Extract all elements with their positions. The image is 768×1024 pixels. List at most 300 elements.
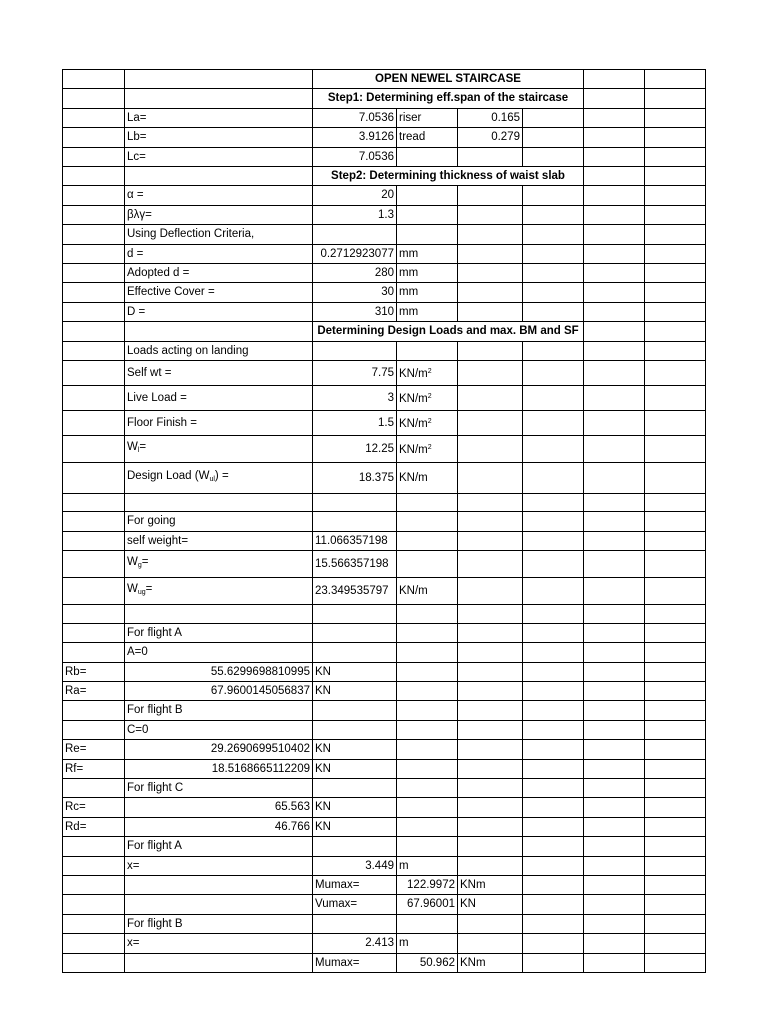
design-load-unit: KN/m <box>397 463 458 494</box>
empty-cell[interactable] <box>397 720 458 739</box>
empty-cell[interactable] <box>397 914 458 933</box>
riser-label: riser <box>397 108 458 127</box>
alpha-value[interactable]: 20 <box>313 186 397 205</box>
empty-cell[interactable] <box>63 89 125 108</box>
empty-cell[interactable] <box>397 759 458 778</box>
empty-cell[interactable] <box>523 798 584 817</box>
empty-cell[interactable] <box>458 283 523 302</box>
empty-cell[interactable] <box>523 147 584 166</box>
xa-value[interactable]: 3.449 <box>313 856 397 875</box>
empty-cell[interactable] <box>523 411 584 436</box>
empty-cell[interactable] <box>523 856 584 875</box>
empty-cell[interactable] <box>645 386 706 411</box>
beta-value[interactable]: 1.3 <box>313 205 397 224</box>
empty-cell[interactable] <box>584 817 645 836</box>
empty-cell[interactable] <box>63 643 125 662</box>
deflection-label: Using Deflection Criteria, <box>125 225 313 244</box>
empty-cell[interactable] <box>458 147 523 166</box>
empty-cell[interactable] <box>458 225 523 244</box>
empty-cell[interactable] <box>63 701 125 720</box>
empty-cell[interactable] <box>645 895 706 914</box>
empty-cell[interactable] <box>523 759 584 778</box>
empty-cell[interactable] <box>313 623 397 642</box>
empty-cell[interactable] <box>397 623 458 642</box>
empty-cell[interactable] <box>458 411 523 436</box>
riser-value[interactable]: 0.165 <box>458 108 523 127</box>
empty-cell[interactable] <box>63 623 125 642</box>
empty-cell[interactable] <box>523 740 584 759</box>
empty-cell[interactable] <box>458 264 523 283</box>
empty-cell[interactable] <box>584 386 645 411</box>
empty-cell[interactable] <box>523 512 584 531</box>
empty-cell[interactable] <box>63 605 125 623</box>
empty-cell[interactable] <box>397 681 458 700</box>
empty-cell[interactable] <box>63 934 125 953</box>
empty-cell[interactable] <box>523 283 584 302</box>
empty-cell[interactable] <box>645 322 706 341</box>
empty-cell[interactable] <box>584 740 645 759</box>
empty-cell[interactable] <box>125 70 313 89</box>
empty-cell[interactable] <box>584 875 645 894</box>
empty-cell[interactable] <box>584 759 645 778</box>
empty-cell[interactable] <box>63 837 125 856</box>
empty-cell[interactable] <box>458 578 523 605</box>
empty-cell[interactable] <box>458 720 523 739</box>
empty-cell[interactable] <box>397 341 458 360</box>
empty-cell[interactable] <box>523 934 584 953</box>
empty-cell[interactable] <box>645 167 706 186</box>
empty-cell[interactable] <box>523 531 584 550</box>
empty-cell[interactable] <box>645 681 706 700</box>
empty-cell[interactable] <box>313 914 397 933</box>
empty-cell[interactable] <box>458 436 523 463</box>
empty-cell[interactable] <box>458 914 523 933</box>
self-wt-unit: $KN/m^2$ <box>397 361 458 386</box>
tread-value[interactable]: 0.279 <box>458 128 523 147</box>
empty-cell[interactable] <box>645 302 706 321</box>
empty-cell[interactable] <box>645 953 706 972</box>
floor-finish-value[interactable]: 1.5 <box>313 411 397 436</box>
ra-unit: KN <box>313 681 397 700</box>
overall-depth-unit: mm <box>397 302 458 321</box>
xb-unit: m <box>397 934 458 953</box>
empty-cell[interactable] <box>523 436 584 463</box>
mumax-a-value[interactable]: 122.9972 <box>397 875 458 894</box>
empty-cell[interactable] <box>645 436 706 463</box>
empty-cell[interactable] <box>523 701 584 720</box>
empty-cell[interactable] <box>584 934 645 953</box>
empty-cell[interactable] <box>458 205 523 224</box>
empty-cell[interactable] <box>63 386 125 411</box>
empty-cell[interactable] <box>523 778 584 797</box>
empty-cell[interactable] <box>645 817 706 836</box>
empty-cell[interactable] <box>397 494 458 512</box>
empty-cell[interactable] <box>458 798 523 817</box>
empty-cell[interactable] <box>523 186 584 205</box>
empty-cell[interactable] <box>645 264 706 283</box>
rc-value[interactable]: 65.563 <box>125 798 313 817</box>
empty-cell[interactable] <box>397 186 458 205</box>
empty-cell[interactable] <box>63 302 125 321</box>
empty-cell[interactable] <box>63 205 125 224</box>
empty-cell[interactable] <box>523 551 584 578</box>
empty-cell[interactable] <box>125 895 313 914</box>
empty-cell[interactable] <box>125 89 313 108</box>
empty-cell[interactable] <box>63 244 125 263</box>
empty-cell[interactable] <box>125 605 313 623</box>
adopted-d-value[interactable]: 280 <box>313 264 397 283</box>
empty-cell[interactable] <box>584 147 645 166</box>
empty-cell[interactable] <box>645 494 706 512</box>
empty-cell[interactable] <box>645 623 706 642</box>
empty-cell[interactable] <box>645 578 706 605</box>
empty-cell[interactable] <box>645 856 706 875</box>
empty-cell[interactable] <box>397 701 458 720</box>
empty-cell[interactable] <box>397 225 458 244</box>
rc-unit: KN <box>313 798 397 817</box>
flight-b-label: For flight B <box>125 701 313 720</box>
empty-cell[interactable] <box>645 411 706 436</box>
empty-cell[interactable] <box>584 623 645 642</box>
empty-cell[interactable] <box>397 205 458 224</box>
vumax-a-value[interactable]: 67.96001 <box>397 895 458 914</box>
beta-label: βλγ= <box>125 205 313 224</box>
step3-heading: Determining Design Loads and max. BM and SF <box>313 322 584 341</box>
empty-cell[interactable] <box>523 205 584 224</box>
empty-cell[interactable] <box>584 167 645 186</box>
empty-cell[interactable] <box>645 147 706 166</box>
empty-cell[interactable] <box>584 605 645 623</box>
empty-cell[interactable] <box>584 411 645 436</box>
flight-b2-label: For flight B <box>125 914 313 933</box>
empty-cell[interactable] <box>523 341 584 360</box>
empty-cell[interactable] <box>645 875 706 894</box>
empty-cell[interactable] <box>458 494 523 512</box>
empty-cell[interactable] <box>645 551 706 578</box>
empty-cell[interactable] <box>125 494 313 512</box>
empty-cell[interactable] <box>584 322 645 341</box>
empty-cell[interactable] <box>397 531 458 550</box>
live-load-value[interactable]: 3 <box>313 386 397 411</box>
empty-cell[interactable] <box>584 205 645 224</box>
flight-a2-label: For flight A <box>125 837 313 856</box>
empty-cell[interactable] <box>458 817 523 836</box>
empty-cell[interactable] <box>584 186 645 205</box>
self-wt-value[interactable]: 7.75 <box>313 361 397 386</box>
empty-cell[interactable] <box>63 361 125 386</box>
empty-cell[interactable] <box>584 798 645 817</box>
empty-cell[interactable] <box>584 512 645 531</box>
empty-cell[interactable] <box>523 914 584 933</box>
empty-cell[interactable] <box>458 740 523 759</box>
empty-cell[interactable] <box>313 701 397 720</box>
wl-value[interactable]: 12.25 <box>313 436 397 463</box>
rf-value[interactable]: 18.5168665112209 <box>125 759 313 778</box>
empty-cell[interactable] <box>313 605 397 623</box>
empty-cell[interactable] <box>397 147 458 166</box>
empty-cell[interactable] <box>397 605 458 623</box>
empty-cell[interactable] <box>458 386 523 411</box>
empty-cell[interactable] <box>397 662 458 681</box>
empty-cell[interactable] <box>523 225 584 244</box>
empty-cell[interactable] <box>584 128 645 147</box>
empty-cell[interactable] <box>313 225 397 244</box>
empty-cell[interactable] <box>523 244 584 263</box>
empty-cell[interactable] <box>523 720 584 739</box>
empty-cell[interactable] <box>313 837 397 856</box>
empty-cell[interactable] <box>523 837 584 856</box>
empty-cell[interactable] <box>645 662 706 681</box>
empty-cell[interactable] <box>63 895 125 914</box>
empty-cell[interactable] <box>584 283 645 302</box>
rf-label: Rf= <box>63 759 125 778</box>
empty-cell[interactable] <box>645 798 706 817</box>
empty-cell[interactable] <box>125 953 313 972</box>
empty-cell[interactable] <box>63 531 125 550</box>
empty-cell[interactable] <box>523 681 584 700</box>
empty-cell[interactable] <box>313 643 397 662</box>
empty-cell[interactable] <box>63 70 125 89</box>
empty-cell[interactable] <box>645 605 706 623</box>
empty-cell[interactable] <box>645 934 706 953</box>
empty-cell[interactable] <box>523 605 584 623</box>
empty-cell[interactable] <box>523 895 584 914</box>
empty-cell[interactable] <box>584 225 645 244</box>
empty-cell[interactable] <box>63 953 125 972</box>
empty-cell[interactable] <box>458 643 523 662</box>
empty-cell[interactable] <box>645 643 706 662</box>
empty-cell[interactable] <box>584 244 645 263</box>
empty-cell[interactable] <box>458 463 523 494</box>
empty-cell[interactable] <box>584 494 645 512</box>
la-value[interactable]: 7.0536 <box>313 108 397 127</box>
empty-cell[interactable] <box>63 463 125 494</box>
empty-cell[interactable] <box>584 89 645 108</box>
empty-cell[interactable] <box>523 463 584 494</box>
empty-cell[interactable] <box>63 411 125 436</box>
empty-cell[interactable] <box>584 551 645 578</box>
mumax-b-value[interactable]: 50.962 <box>397 953 458 972</box>
empty-cell[interactable] <box>397 817 458 836</box>
empty-cell[interactable] <box>645 914 706 933</box>
empty-cell[interactable] <box>645 531 706 550</box>
empty-cell[interactable] <box>584 531 645 550</box>
sheet-title: OPEN NEWEL STAIRCASE <box>313 70 584 89</box>
empty-cell[interactable] <box>313 512 397 531</box>
empty-cell[interactable] <box>63 186 125 205</box>
wug-value[interactable]: 23.349535797 <box>313 578 397 605</box>
empty-cell[interactable] <box>645 341 706 360</box>
empty-cell[interactable] <box>63 720 125 739</box>
empty-cell[interactable] <box>584 108 645 127</box>
empty-cell[interactable] <box>458 244 523 263</box>
empty-cell[interactable] <box>63 494 125 512</box>
empty-cell[interactable] <box>63 283 125 302</box>
d-value[interactable]: 0.2712923077 <box>313 244 397 263</box>
empty-cell[interactable] <box>645 89 706 108</box>
floor-finish-unit: $KN/m^2$ <box>397 411 458 436</box>
empty-cell[interactable] <box>397 740 458 759</box>
empty-cell[interactable] <box>63 778 125 797</box>
empty-cell[interactable] <box>584 914 645 933</box>
empty-cell[interactable] <box>645 128 706 147</box>
empty-cell[interactable] <box>584 701 645 720</box>
empty-cell[interactable] <box>645 361 706 386</box>
empty-cell[interactable] <box>523 817 584 836</box>
empty-cell[interactable] <box>397 551 458 578</box>
empty-cell[interactable] <box>584 778 645 797</box>
empty-cell[interactable] <box>313 494 397 512</box>
empty-cell[interactable] <box>63 914 125 933</box>
empty-cell[interactable] <box>523 128 584 147</box>
empty-cell[interactable] <box>125 875 313 894</box>
empty-cell[interactable] <box>584 264 645 283</box>
empty-cell[interactable] <box>397 837 458 856</box>
empty-cell[interactable] <box>63 578 125 605</box>
landing-label: Loads acting on landing <box>125 341 313 360</box>
empty-cell[interactable] <box>397 798 458 817</box>
empty-cell[interactable] <box>645 186 706 205</box>
empty-cell[interactable] <box>584 681 645 700</box>
empty-cell[interactable] <box>645 463 706 494</box>
xa-unit: m <box>397 856 458 875</box>
empty-cell[interactable] <box>523 953 584 972</box>
empty-cell[interactable] <box>645 205 706 224</box>
empty-cell[interactable] <box>584 302 645 321</box>
empty-cell[interactable] <box>63 167 125 186</box>
empty-cell[interactable] <box>645 759 706 778</box>
empty-cell[interactable] <box>523 386 584 411</box>
empty-cell[interactable] <box>645 778 706 797</box>
empty-cell[interactable] <box>63 147 125 166</box>
empty-cell[interactable] <box>523 302 584 321</box>
empty-cell[interactable] <box>523 361 584 386</box>
empty-cell[interactable] <box>458 341 523 360</box>
empty-cell[interactable] <box>313 778 397 797</box>
cover-value[interactable]: 30 <box>313 283 397 302</box>
empty-cell[interactable] <box>63 436 125 463</box>
empty-cell[interactable] <box>523 662 584 681</box>
empty-cell[interactable] <box>584 436 645 463</box>
rb-unit: KN <box>313 662 397 681</box>
empty-cell[interactable] <box>458 662 523 681</box>
empty-cell[interactable] <box>458 186 523 205</box>
empty-cell[interactable] <box>584 895 645 914</box>
empty-cell[interactable] <box>584 837 645 856</box>
empty-cell[interactable] <box>458 512 523 531</box>
empty-cell[interactable] <box>397 512 458 531</box>
empty-cell[interactable] <box>645 244 706 263</box>
empty-cell[interactable] <box>645 512 706 531</box>
empty-cell[interactable] <box>397 778 458 797</box>
rb-value[interactable]: 55.6299698810995 <box>125 662 313 681</box>
empty-cell[interactable] <box>584 720 645 739</box>
empty-cell[interactable] <box>645 837 706 856</box>
design-load-value[interactable]: 18.375 <box>313 463 397 494</box>
empty-cell[interactable] <box>584 662 645 681</box>
empty-cell[interactable] <box>645 108 706 127</box>
empty-cell[interactable] <box>63 108 125 127</box>
empty-cell[interactable] <box>63 856 125 875</box>
empty-cell[interactable] <box>523 494 584 512</box>
empty-cell[interactable] <box>458 778 523 797</box>
empty-cell[interactable] <box>584 578 645 605</box>
empty-cell[interactable] <box>645 740 706 759</box>
empty-cell[interactable] <box>458 531 523 550</box>
empty-cell[interactable] <box>63 341 125 360</box>
empty-cell[interactable] <box>584 70 645 89</box>
empty-cell[interactable] <box>458 302 523 321</box>
empty-cell[interactable] <box>645 720 706 739</box>
rd-label: Rd= <box>63 817 125 836</box>
empty-cell[interactable] <box>523 578 584 605</box>
empty-cell[interactable] <box>397 643 458 662</box>
empty-cell[interactable] <box>584 643 645 662</box>
empty-cell[interactable] <box>584 463 645 494</box>
ra-value[interactable]: 67.9600145056837 <box>125 681 313 700</box>
empty-cell[interactable] <box>458 623 523 642</box>
self-weight-value[interactable]: 11.066357198 <box>313 531 397 550</box>
d-unit: mm <box>397 244 458 263</box>
empty-cell[interactable] <box>523 264 584 283</box>
empty-cell[interactable] <box>523 875 584 894</box>
empty-cell[interactable] <box>584 361 645 386</box>
empty-cell[interactable] <box>63 264 125 283</box>
empty-cell[interactable] <box>313 341 397 360</box>
c-zero-label: C=0 <box>125 720 313 739</box>
live-load-label: Live Load = <box>125 386 313 411</box>
empty-cell[interactable] <box>63 225 125 244</box>
overall-depth-value[interactable]: 310 <box>313 302 397 321</box>
wl-label: $W_l=$ <box>125 436 313 463</box>
empty-cell[interactable] <box>523 108 584 127</box>
xb-value[interactable]: 2.413 <box>313 934 397 953</box>
empty-cell[interactable] <box>63 875 125 894</box>
empty-cell[interactable] <box>63 322 125 341</box>
lb-value[interactable]: 3.9126 <box>313 128 397 147</box>
empty-cell[interactable] <box>125 167 313 186</box>
empty-cell[interactable] <box>584 953 645 972</box>
empty-cell[interactable] <box>458 759 523 778</box>
empty-cell[interactable] <box>584 341 645 360</box>
empty-cell[interactable] <box>63 551 125 578</box>
empty-cell[interactable] <box>458 837 523 856</box>
wg-value[interactable]: 15.566357198 <box>313 551 397 578</box>
empty-cell[interactable] <box>645 701 706 720</box>
mumax-b-unit: KNm <box>458 953 523 972</box>
empty-cell[interactable] <box>523 623 584 642</box>
empty-cell[interactable] <box>63 512 125 531</box>
empty-cell[interactable] <box>125 322 313 341</box>
empty-cell[interactable] <box>584 856 645 875</box>
empty-cell[interactable] <box>313 720 397 739</box>
empty-cell[interactable] <box>645 70 706 89</box>
empty-cell[interactable] <box>458 701 523 720</box>
rd-value[interactable]: 46.766 <box>125 817 313 836</box>
empty-cell[interactable] <box>645 225 706 244</box>
re-value[interactable]: 29.2690699510402 <box>125 740 313 759</box>
empty-cell[interactable] <box>458 361 523 386</box>
empty-cell[interactable] <box>458 681 523 700</box>
empty-cell[interactable] <box>63 128 125 147</box>
empty-cell[interactable] <box>458 856 523 875</box>
empty-cell[interactable] <box>458 551 523 578</box>
empty-cell[interactable] <box>523 643 584 662</box>
lc-value[interactable]: 7.0536 <box>313 147 397 166</box>
empty-cell[interactable] <box>645 283 706 302</box>
empty-cell[interactable] <box>458 605 523 623</box>
empty-cell[interactable] <box>458 934 523 953</box>
